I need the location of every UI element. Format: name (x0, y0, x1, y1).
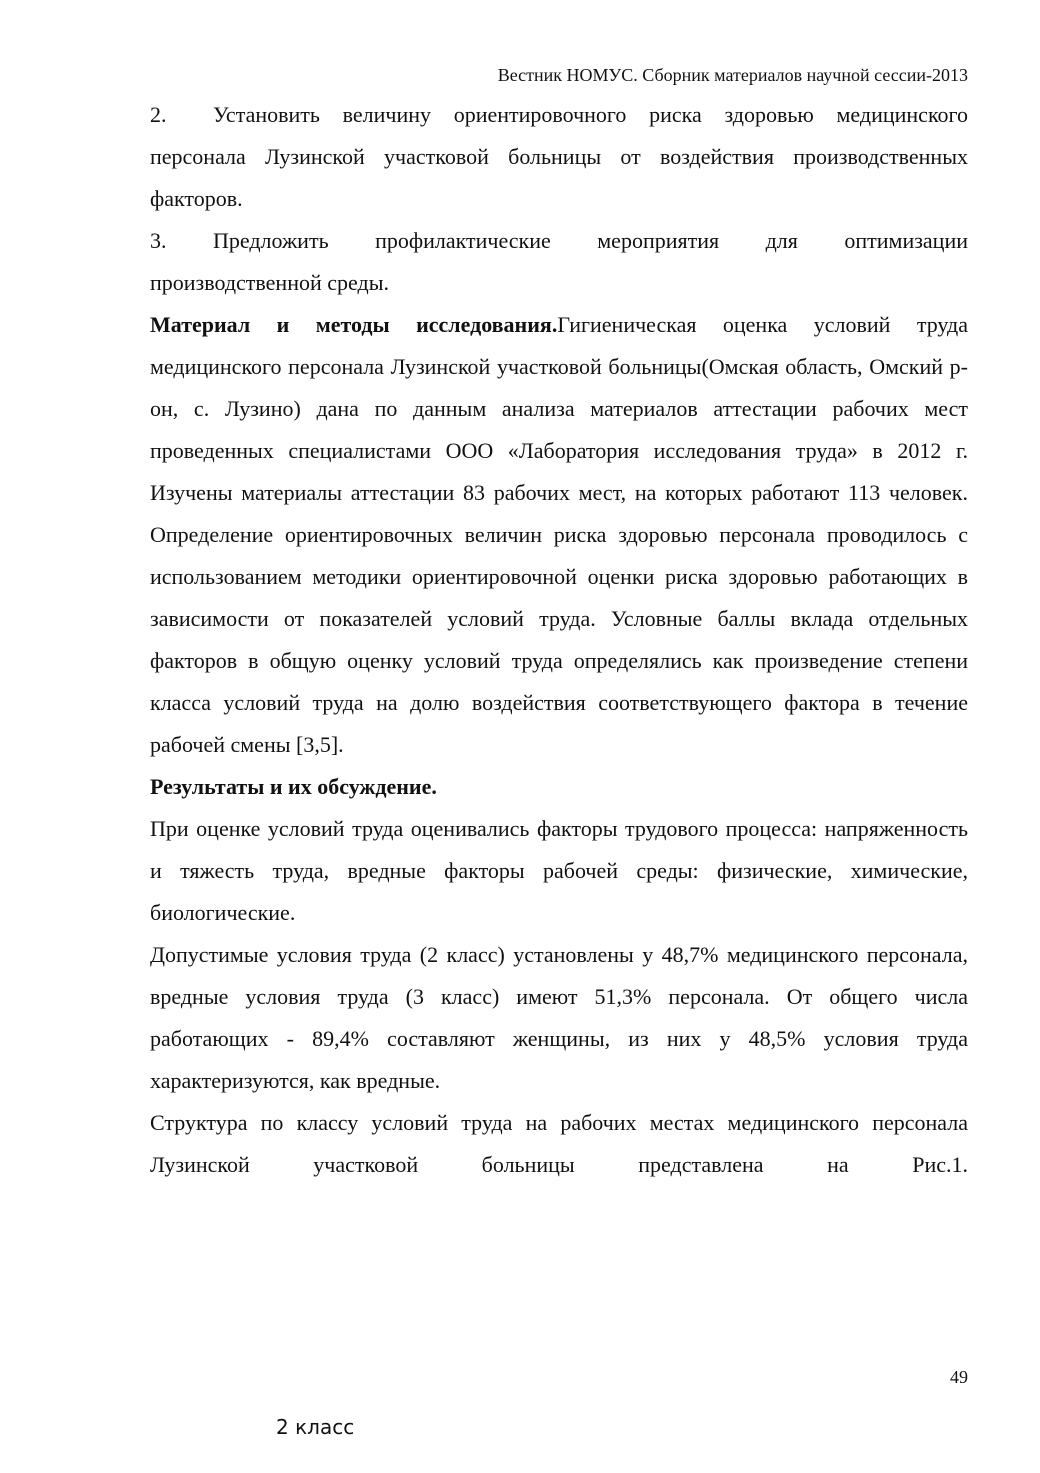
page-number: 49 (950, 1367, 968, 1387)
methods-heading: Материал и методы исследования. (150, 312, 558, 337)
item-number: 2. (150, 102, 167, 127)
results-paragraph-3: Структура по классу условий труда на рабочих местах медицинского персонала Лузинской участковой больницы представлена на Рис.1. (150, 1110, 968, 1177)
objective-item-3 (150, 220, 968, 304)
running-header: Вестник НОМУС. Сборник материалов научной сессии-2013 (497, 65, 968, 85)
figure-legend-label: 2 класс (276, 1415, 355, 1439)
item-text: Установить величину ориентировочного риска здоровью медицинского персонала Лузинской участковой больницы от воздействия производственных факторов. (150, 102, 968, 211)
objective-item-2 (150, 94, 968, 220)
body-text (150, 94, 968, 1186)
results-paragraph-2: Допустимые условия труда (2 класс) установлены у 48,7% медицинского персонала, вредные условия труда (3 класс) имеют 51,3% персонала. От общего числа работающих - 89,4% составляют женщины, из них у 48,5% условия труда характеризуются, как вредные. (150, 942, 968, 1093)
results-heading: Результаты и их обсуждение. (150, 774, 437, 799)
results-paragraph-1: При оценке условий труда оценивались факторы трудового процесса: напряженность и тяжесть труда, вредные факторы рабочей среды: физические, химические, биологические. (150, 816, 968, 925)
methods-paragraph (150, 304, 968, 766)
item-number: 3. (150, 228, 167, 253)
methods-text: Гигиеническая оценка условий труда медицинского персонала Лузинской участковой больницы(Омская область, Омский р-он, с. Лузино) дана по данным анализа материалов аттестации рабочих мест проведенных специалистами ООО «Лаборатория исследования труда» в 2012 г. Изучены материалы аттестации 83 рабочих мест, на которых работают 113 человек. Определение ориентировочных величин риска здоровью персонала проводилось с использованием методики ориентировочной оценки риска здоровью работающих в зависимости от показателей условий труда. Условные баллы вклада отдельных факторов в общую оценку условий труда определялись как произведение степени класса условий труда на долю воздействия соответствующего фактора в течение рабочей смены [3,5]. (150, 312, 968, 757)
item-text: Предложить профилактические мероприятия для оптимизации производственной среды. (150, 228, 968, 295)
